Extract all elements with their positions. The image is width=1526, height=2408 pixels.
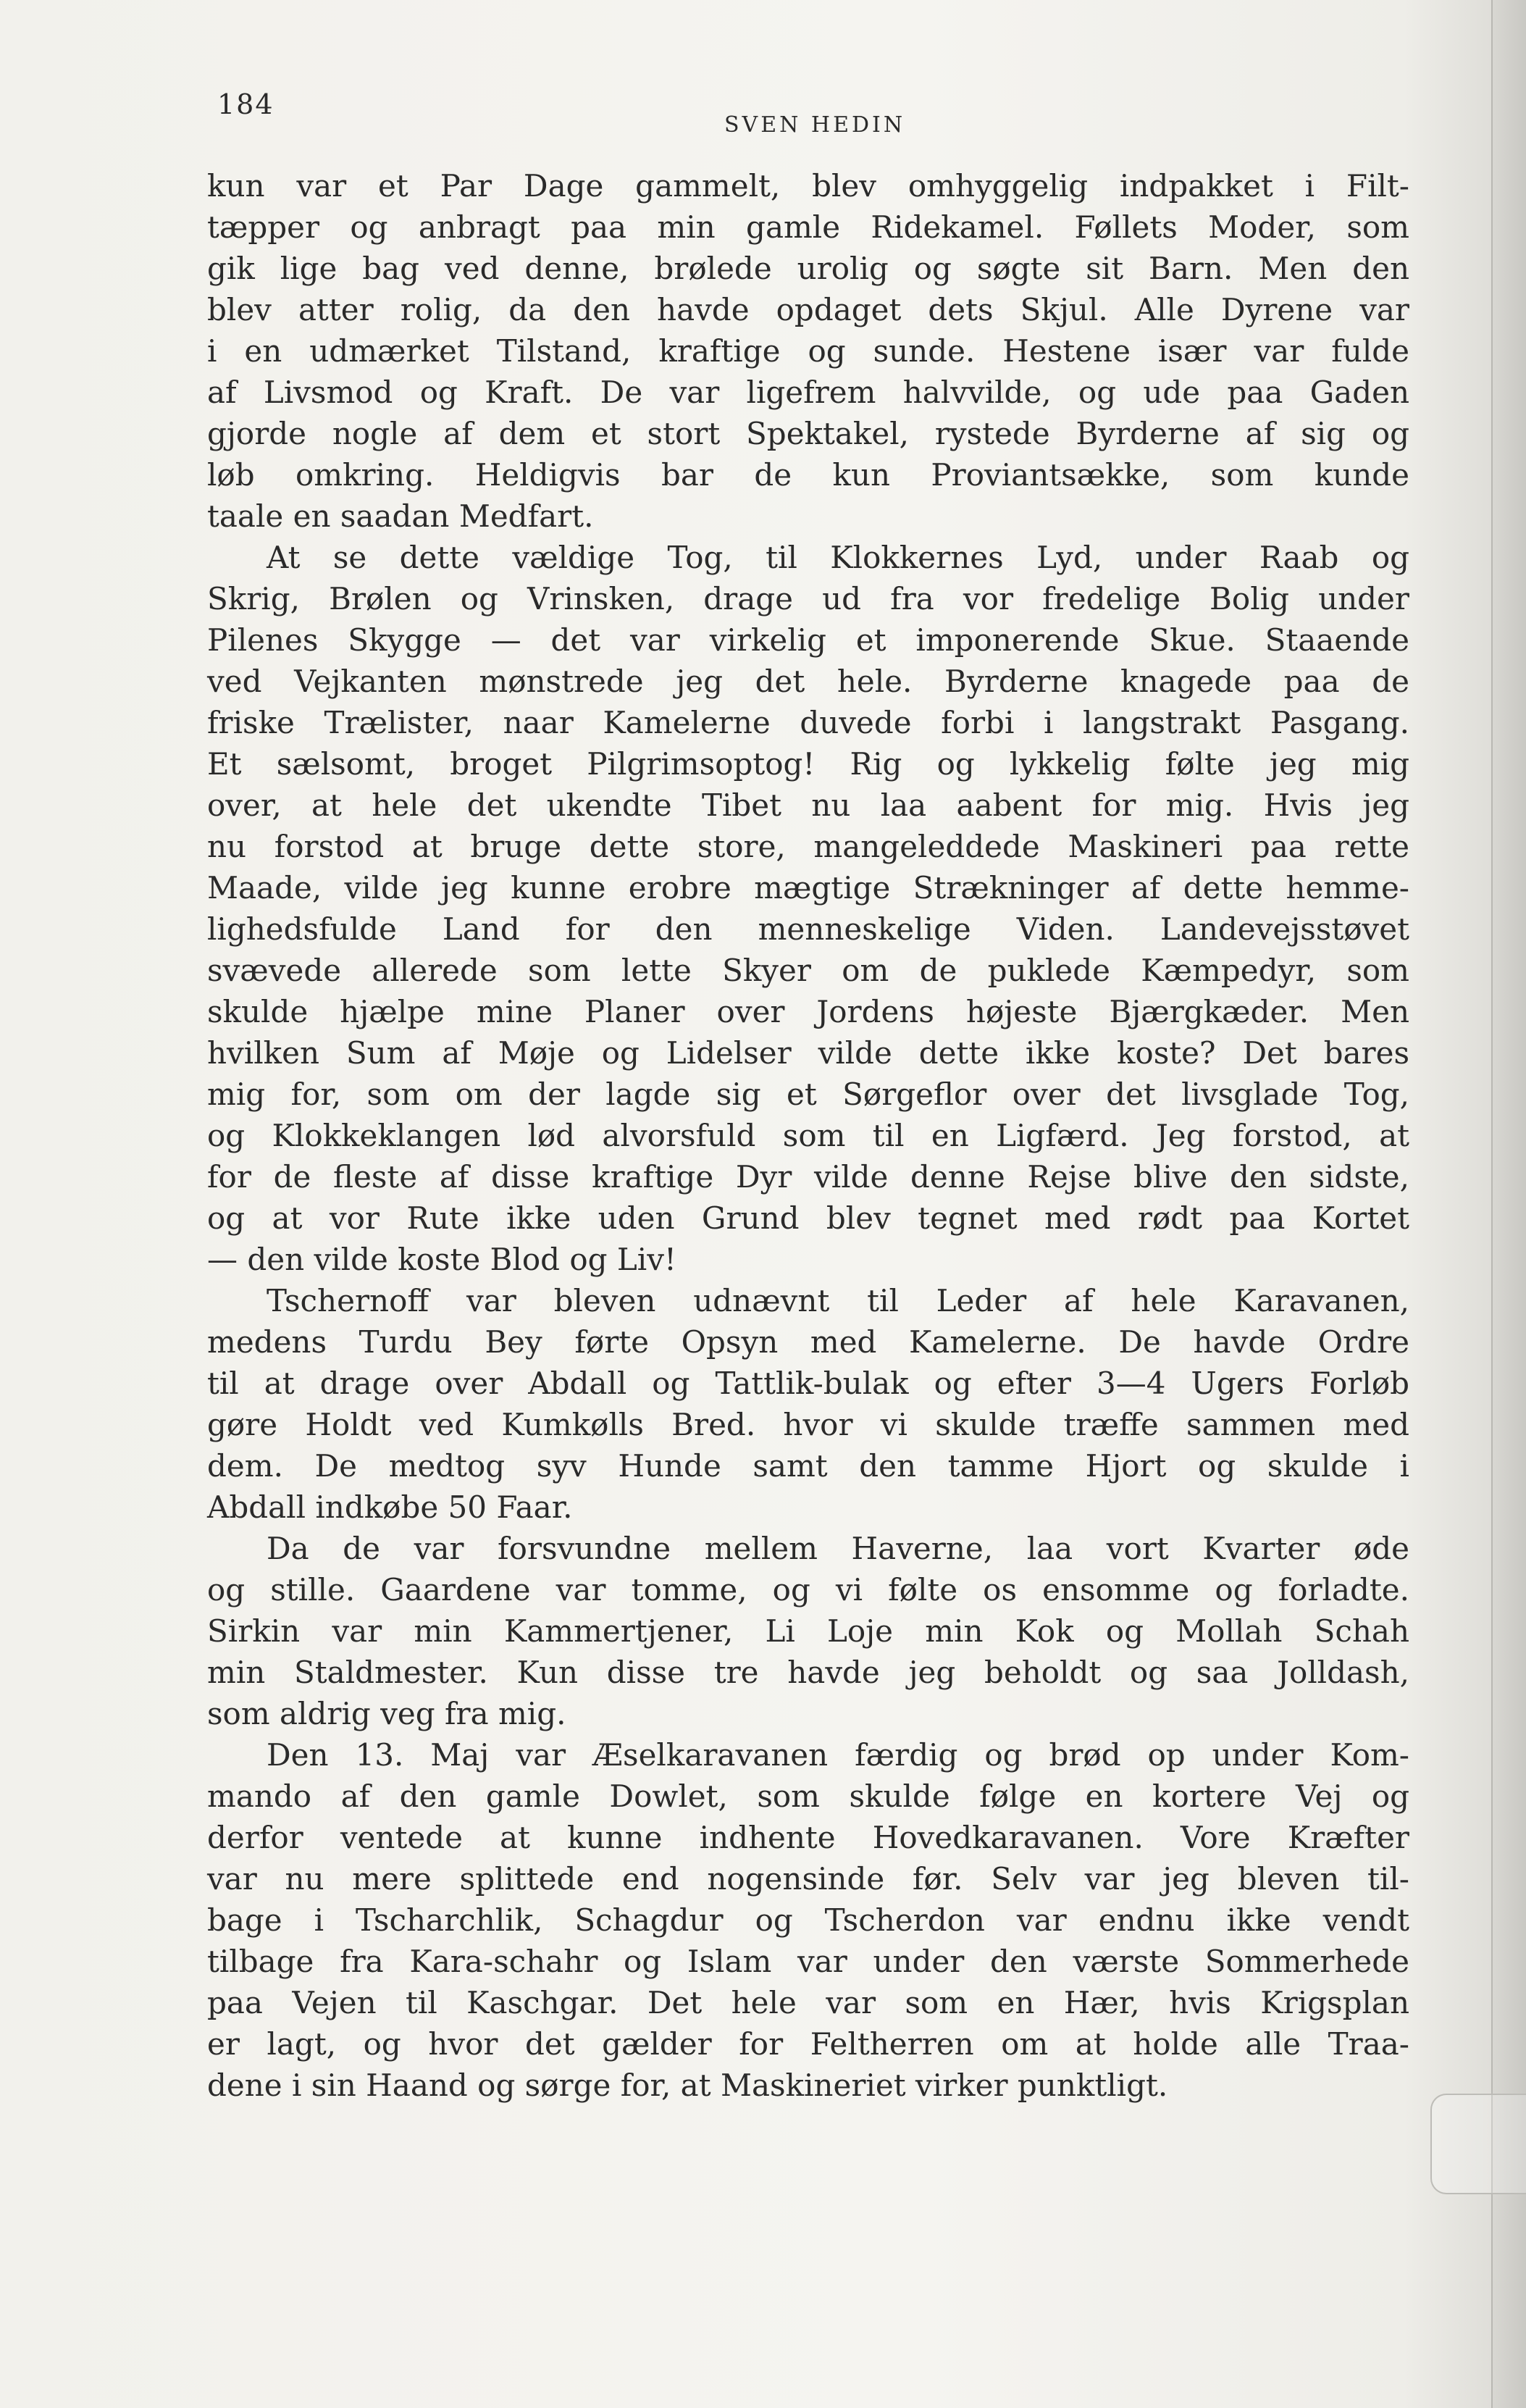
text-line: og Klokkeklangen lød alvorsfuld som til en Ligfærd. Jeg forstod, at xyxy=(207,1118,1409,1153)
paragraph xyxy=(207,1734,1409,2106)
text-line: lighedsfulde Land for den menneskelige Viden. Landevejsstøvet xyxy=(207,911,1409,947)
text-line: dene i sin Haand og sørge for, at Maskineriet virker punktligt. xyxy=(207,2068,1168,2103)
text-line: over, at hele det ukendte Tibet nu laa aabent for mig. Hvis jeg xyxy=(207,787,1409,823)
text-line: — den vilde koste Blod og Liv! xyxy=(207,1242,676,1277)
text-line: til at drage over Abdall og Tattlik-bulak og efter 3—4 Ugers Forløb xyxy=(207,1366,1409,1401)
text-line: At se dette vældige Tog, til Klokkernes Lyd, under Raab og xyxy=(267,540,1409,575)
text-line: gik lige bag ved denne, brølede urolig og søgte sit Barn. Men den xyxy=(207,251,1409,286)
text-line: som aldrig veg fra mig. xyxy=(207,1696,566,1731)
text-line: og stille. Gaardene var tomme, og vi følte os ensomme og forladte. xyxy=(207,1572,1409,1608)
text-line: tilbage fra Kara-schahr og Islam var under den værste Sommerhede xyxy=(207,1944,1409,1979)
text-line: kun var et Par Dage gammelt, blev omhyggelig indpakket i Filt- xyxy=(207,168,1409,204)
text-line: Sirkin var min Kammertjener, Li Loje min Kok og Mollah Schah xyxy=(207,1613,1409,1649)
paragraph xyxy=(207,1280,1409,1528)
text-line: hvilken Sum af Møje og Lidelser vilde dette ikke koste? Det bares xyxy=(207,1035,1409,1071)
paragraph xyxy=(207,537,1409,1280)
text-line: dem. De medtog syv Hunde samt den tamme Hjort og skulde i xyxy=(207,1448,1409,1484)
text-line: Maade, vilde jeg kunne erobre mægtige Strækninger af dette hemme- xyxy=(207,870,1409,906)
text-line: bage i Tscharchlik, Schagdur og Tscherdon var endnu ikke vendt xyxy=(207,1902,1409,1938)
text-line: ved Vejkanten mønstrede jeg det hele. Byrderne knagede paa de xyxy=(207,664,1409,699)
paragraph xyxy=(207,165,1409,537)
text-line: løb omkring. Heldigvis bar de kun Proviantsække, som kunde xyxy=(207,457,1409,493)
text-line: derfor ventede at kunne indhente Hovedkaravanen. Vore Kræfter xyxy=(207,1820,1409,1855)
text-line: mando af den gamle Dowlet, som skulde følge en kortere Vej og xyxy=(207,1778,1409,1814)
page-edge xyxy=(1491,0,1526,2408)
body-text xyxy=(207,165,1409,2106)
text-line: af Livsmod og Kraft. De var ligefrem halvvilde, og ude paa Gaden xyxy=(207,375,1409,410)
text-line: min Staldmester. Kun disse tre havde jeg beholdt og saa Jolldash, xyxy=(207,1655,1409,1690)
text-line: nu forstod at bruge dette store, mangeleddede Maskineri paa rette xyxy=(207,829,1409,864)
text-line: og at vor Rute ikke uden Grund blev tegnet med rødt paa Kortet xyxy=(207,1200,1409,1236)
page-number: 184 xyxy=(217,88,274,120)
text-line: Skrig, Brølen og Vrinsken, drage ud fra vor fredelige Bolig under xyxy=(207,581,1409,616)
paragraph xyxy=(207,1528,1409,1734)
text-line: tæpper og anbragt paa min gamle Ridekamel. Føllets Moder, som xyxy=(207,209,1409,245)
text-line: Den 13. Maj var Æselkaravanen færdig og brød op under Kom- xyxy=(267,1737,1409,1773)
text-line: mig for, som om der lagde sig et Sørgeflor over det livsglade Tog, xyxy=(207,1077,1409,1112)
text-line: taale en saadan Medfart. xyxy=(207,498,594,534)
text-line: Pilenes Skygge — det var virkelig et imponerende Skue. Staaende xyxy=(207,622,1409,658)
text-line: for de fleste af disse kraftige Dyr vilde denne Rejse blive den sidste, xyxy=(207,1159,1409,1195)
text-line: paa Vejen til Kaschgar. Det hele var som en Hær, hvis Krigsplan xyxy=(207,1985,1409,2020)
text-line: er lagt, og hvor det gælder for Feltherren om at holde alle Traa- xyxy=(207,2026,1409,2062)
page-clip-mark xyxy=(1430,2094,1526,2194)
text-line: svævede allerede som lette Skyer om de puklede Kæmpedyr, som xyxy=(207,953,1409,988)
text-line: skulde hjælpe mine Planer over Jordens højeste Bjærgkæder. Men xyxy=(207,994,1409,1029)
text-line: Tschernoff var bleven udnævnt til Leder af hele Karavanen, xyxy=(267,1283,1409,1318)
text-line: Da de var forsvundne mellem Haverne, laa vort Kvarter øde xyxy=(267,1531,1409,1566)
text-line: Abdall indkøbe 50 Faar. xyxy=(207,1489,573,1525)
text-line: var nu mere splittede end nogensinde før. Selv var jeg bleven til- xyxy=(207,1861,1409,1897)
text-line: gøre Holdt ved Kumkølls Bred. hvor vi skulde træffe sammen med xyxy=(207,1407,1409,1442)
running-head: SVEN HEDIN xyxy=(724,112,906,138)
text-line: blev atter rolig, da den havde opdaget dets Skjul. Alle Dyrene var xyxy=(207,292,1409,327)
text-line: friske Trælister, naar Kamelerne duvede forbi i langstrakt Pasgang. xyxy=(207,705,1409,740)
text-line: gjorde nogle af dem et stort Spektakel, rystede Byrderne af sig og xyxy=(207,416,1409,451)
text-line: i en udmærket Tilstand, kraftige og sunde. Hestene især var fulde xyxy=(207,333,1409,369)
text-line: Et sælsomt, broget Pilgrimsoptog! Rig og lykkelig følte jeg mig xyxy=(207,746,1409,782)
text-line: medens Turdu Bey førte Opsyn med Kamelerne. De havde Ordre xyxy=(207,1324,1409,1360)
